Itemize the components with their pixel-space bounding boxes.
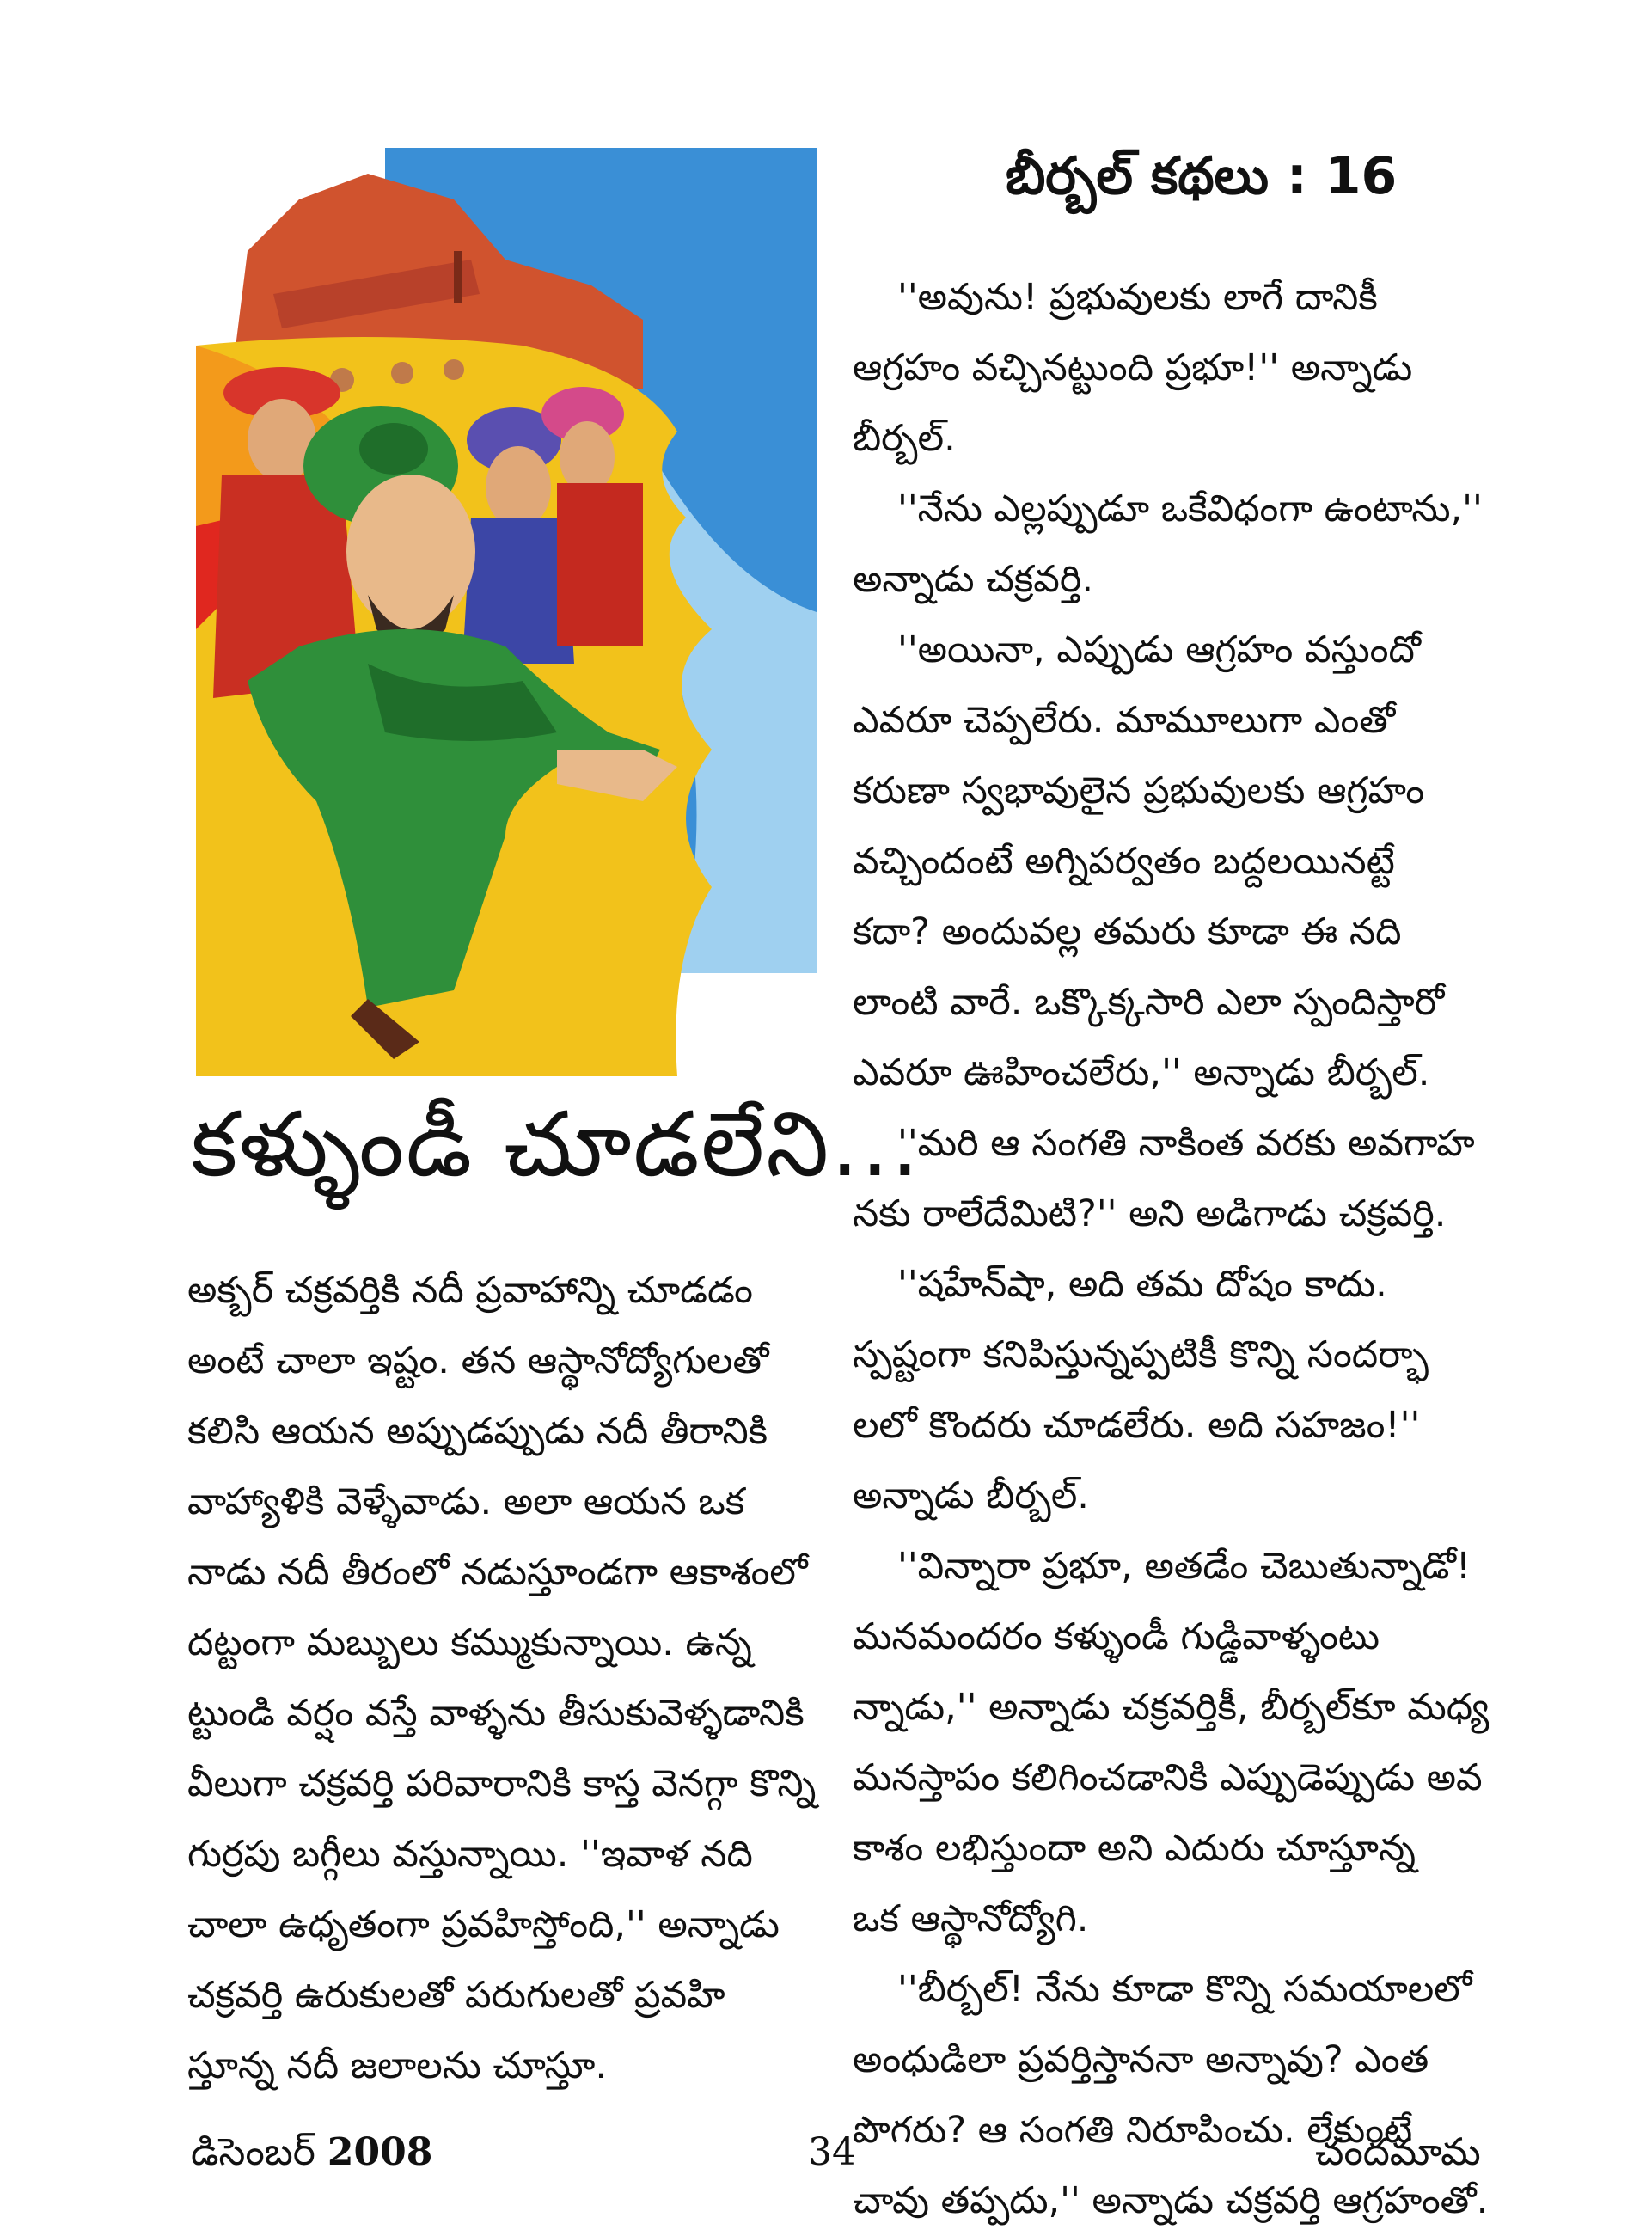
text-line: కాశం లభిస్తుందా అని ఎదురు చూస్తూన్న (853, 1827, 1416, 1870)
text-line: గుర్రపు బగ్గీలు వస్తున్నాయి. ''ఇవాళ నది (187, 1833, 753, 1876)
text-line: మనస్తాపం కలిగించడానికి ఎప్పుడెప్పుడు అవ (853, 1756, 1483, 1799)
text-line: ''బీర్బల్! నేను కూడా కొన్ని సమయాలలో (897, 1968, 1472, 2011)
text-line: అన్నాడు బీర్బల్. (853, 1474, 1089, 1517)
text-line: ''షహేన్‌షా, అది తమ దోషం కాదు. (897, 1263, 1387, 1306)
text-line: ''అయినా, ఎప్పుడు ఆగ్రహం వస్తుందో (897, 628, 1421, 671)
text-line: కరుణా స్వభావులైన ప్రభువులకు ఆగ్రహం (853, 769, 1425, 812)
text-line: అంధుడిలా ప్రవర్తిస్తాననా అన్నావు? ఎంత (853, 2038, 1429, 2081)
text-line: వచ్చిందంటే అగ్నిపర్వతం బద్దలయినట్టే (853, 840, 1395, 883)
text-line: ఎవరూ ఊహించలేరు,'' అన్నాడు బీర్బల్. (853, 1051, 1430, 1094)
magazine-name: చందమామ (1315, 2130, 1481, 2174)
text-line: లాంటి వారే. ఒక్కొక్కసారి ఎలా స్పందిస్తారో (853, 981, 1445, 1024)
text-line: స్పష్టంగా కనిపిస్తున్నప్పటికీ కొన్ని సందర్భా (853, 1333, 1429, 1376)
story-title: కళ్ళుండీ చూడలేని... (191, 1092, 921, 1197)
footer-year: 2008 (327, 2130, 433, 2174)
text-line: ''అవును! ప్రభువులకు లాగే దానికీ (897, 276, 1378, 319)
footer-month: డిసెంబర్ (191, 2130, 315, 2174)
text-line: ''మరి ఆ సంగతి నాకింత వరకు అవగాహ (897, 1122, 1475, 1165)
page-number: 34 (808, 2130, 856, 2174)
text-line: చావు తప్పదు,'' అన్నాడు చక్రవర్తి ఆగ్రహంతో. (853, 2179, 1489, 2222)
text-line: ఒక ఆస్థానోద్యోగి. (853, 1897, 1089, 1940)
text-line: నకు రాలేదేమిటి?'' అని అడిగాడు చక్రవర్తి. (853, 1192, 1447, 1235)
text-line: వీలుగా చక్రవర్తి పరివారానికి కాస్త వెనగ్గా కొన్ని (187, 1762, 817, 1805)
text-line: దట్టంగా మబ్బులు కమ్ముకున్నాయి. ఉన్న (187, 1621, 752, 1664)
text-line: కలిసి ఆయన అప్పుడప్పుడు నదీ తీరానికి (187, 1410, 768, 1453)
text-line: అంటే చాలా ఇష్టం. తన ఆస్థానోద్యోగులతో (187, 1339, 769, 1382)
emperor-face (346, 475, 475, 629)
text-line: ''విన్నారా ప్రభూ, అతడేం చెబుతున్నాడో! (897, 1545, 1472, 1588)
text-line: ''నేను ఎల్లప్పుడూ ఒకేవిధంగా ఉంటాను,'' (897, 487, 1483, 530)
illustration-svg (196, 148, 817, 1076)
story-illustration (196, 148, 817, 1076)
left-text-column (187, 1255, 823, 2101)
text-line: ఆగ్రహం వచ్చినట్టుంది ప్రభూ!'' అన్నాడు (853, 346, 1413, 389)
text-line: స్తూన్న నదీ జలాలను చూస్తూ. (187, 2044, 608, 2087)
text-line: లలో కొందరు చూడలేరు. అది సహజం!'' (853, 1404, 1421, 1447)
text-line: నాడు నదీ తీరంలో నడుస్తూండగా ఆకాశంలో (187, 1551, 808, 1594)
text-line: అక్బర్ చక్రవర్తికి నదీ ప్రవాహాన్ని చూడడం (187, 1269, 753, 1312)
text-line: బీర్బల్. (853, 417, 956, 460)
text-line: వాహ్యాళికి వెళ్ళేవాడు. అలా ఆయన ఒక (187, 1480, 745, 1523)
series-title: బీర్బల్ కథలు : 16 (1006, 146, 1398, 206)
text-line: చాలా ఉధృతంగా ప్రవహిస్తోంది,'' అన్నాడు (187, 1903, 780, 1946)
text-line: ఎవరూ చెప్పలేరు. మామూలుగా ఎంతో (853, 699, 1396, 742)
text-line: కదా? అందువల్ల తమరు కూడా ఈ నది (853, 910, 1402, 953)
text-line: న్నాడు,'' అన్నాడు చక్రవర్తికీ, బీర్బల్‌కూ మధ్య (853, 1686, 1489, 1729)
text-line: అన్నాడు చక్రవర్తి. (853, 558, 1094, 601)
text-line: పొగరు? ఆ సంగతి నిరూపించు. లేకుంటే (853, 2109, 1413, 2152)
text-line: ట్టుండి వర్షం వస్తే వాళ్ళను తీసుకువెళ్ళడానికి (187, 1692, 805, 1735)
text-line: మనమందరం కళ్ళుండీ గుడ్డివాళ్ళంటు (853, 1615, 1380, 1658)
right-text-column (853, 262, 1489, 2236)
text-line: చక్రవర్తి ఉరుకులతో పరుగులతో ప్రవహి (187, 1974, 725, 2017)
footer-date (191, 2130, 432, 2184)
